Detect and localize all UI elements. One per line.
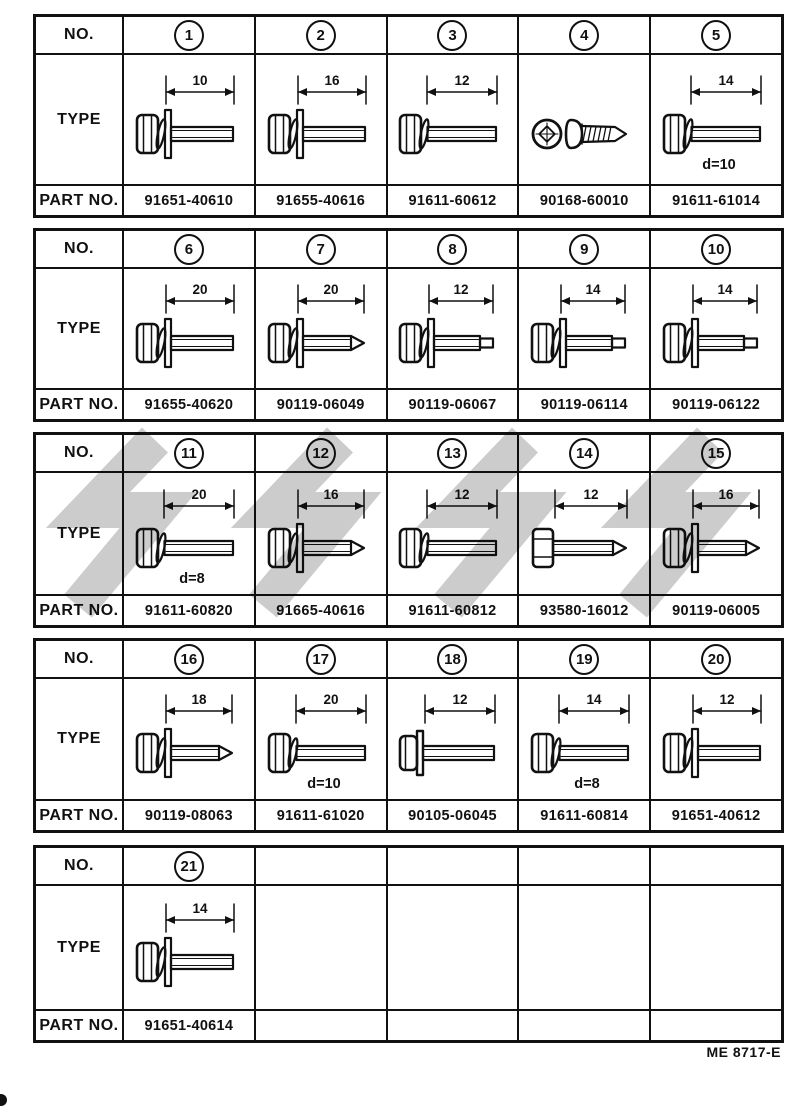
circled-number: 5 (701, 20, 731, 51)
part-type-cell (387, 678, 519, 800)
part-no-label: PART NO. (35, 1010, 123, 1041)
hex-bolt-spring-washer-large-washer-icon (137, 110, 233, 158)
hex-bolt-spring-washer-drawing (393, 482, 511, 586)
dimension-arrow (429, 282, 493, 313)
part-no-cell: 93580-16012 (518, 595, 650, 626)
document-code: ME 8717-E (706, 1044, 781, 1060)
hex-bolt-washer-step-icon (664, 319, 757, 367)
part-type-cell (518, 678, 650, 800)
part-type-cell (387, 472, 519, 595)
hex-bolt-spring-washer-large-washer-drawing (130, 277, 248, 381)
part-number-cell (387, 434, 519, 472)
part-type-cell (518, 885, 650, 1010)
part-number-cell (518, 230, 650, 268)
diameter-note: d=8 (574, 776, 600, 791)
circled-number: 11 (174, 438, 204, 469)
part-no-label: PART NO. (35, 185, 123, 216)
diameter-note: d=10 (702, 156, 736, 172)
part-no-label: PART NO. (35, 800, 123, 831)
dimension-arrow (559, 692, 629, 723)
part-no-cell: 90119-06114 (518, 389, 650, 420)
svg-text:12: 12 (452, 692, 468, 707)
part-number-cell (387, 16, 519, 54)
part-type-cell (650, 268, 782, 389)
hex-bolt-washer-point-drawing (262, 277, 380, 381)
dimension-arrow (555, 487, 627, 518)
part-number-cell (518, 434, 650, 472)
hex-bolt-washer-step-drawing (657, 277, 775, 381)
circled-number: 2 (306, 20, 336, 51)
hex-bolt-spring-washer-drawing (657, 68, 775, 172)
part-no-cell (387, 1010, 519, 1041)
hex-bolt-washer-point-drawing (657, 482, 775, 586)
hex-bolt-washer-point-icon (269, 524, 364, 572)
hex-bolt-spring-washer-icon (400, 529, 496, 567)
part-type-cell (518, 268, 650, 389)
part-no-cell: 90119-08063 (123, 800, 255, 831)
hex-bolt-spring-washer-drawing (262, 687, 380, 791)
parts-table (33, 845, 784, 1043)
dimension-arrow (427, 487, 497, 518)
part-no-cell: 91611-61020 (255, 800, 387, 831)
part-type-cell (650, 885, 782, 1010)
circled-number: 13 (437, 438, 467, 469)
part-type-cell (255, 678, 387, 800)
diameter-note: d=10 (306, 776, 341, 791)
part-no-label: PART NO. (35, 389, 123, 420)
part-no-cell: 91651-40614 (123, 1010, 255, 1041)
hex-bolt-spring-washer-large-washer-drawing (657, 687, 775, 791)
dimension-arrow (166, 692, 232, 723)
dimension-arrow (164, 487, 234, 518)
no-label: NO. (35, 16, 123, 54)
hex-flange-bolt-icon (400, 731, 494, 775)
part-type-cell (123, 268, 255, 389)
part-number-cell (123, 16, 255, 54)
svg-text:12: 12 (583, 486, 599, 502)
hex-bolt-spring-washer-drawing (525, 687, 643, 791)
part-number-cell (650, 434, 782, 472)
svg-text:12: 12 (453, 281, 469, 297)
part-number-cell (518, 16, 650, 54)
svg-text:18: 18 (191, 692, 207, 707)
hex-bolt-spring-washer-icon (269, 734, 365, 772)
type-label: TYPE (35, 472, 123, 595)
part-number-cell (650, 640, 782, 678)
hex-bolt-washer-point-drawing (262, 482, 380, 586)
circled-number: 9 (569, 234, 599, 265)
hex-bolt-spring-washer-icon (664, 115, 760, 153)
dimension-arrow (166, 73, 234, 104)
circled-number: 18 (437, 644, 467, 675)
circled-number: 15 (701, 438, 731, 469)
hex-bolt-point-icon (533, 529, 626, 567)
circled-number: 6 (174, 234, 204, 265)
part-no-cell (255, 1010, 387, 1041)
no-label: NO. (35, 640, 123, 678)
hex-flange-bolt-drawing (393, 687, 511, 791)
part-no-cell: 90119-06067 (387, 389, 519, 420)
hex-bolt-washer-point-drawing (130, 687, 248, 791)
svg-text:14: 14 (718, 72, 734, 88)
svg-text:12: 12 (454, 72, 470, 88)
hex-bolt-spring-washer-large-washer-icon (269, 110, 365, 158)
dimension-arrow (693, 692, 761, 723)
hex-bolt-spring-washer-large-washer-drawing (130, 896, 248, 1000)
phillips-pan-head-screw-icon (533, 120, 626, 148)
part-no-cell: 91651-40610 (123, 185, 255, 216)
part-no-cell: 91611-60612 (387, 185, 519, 216)
svg-text:20: 20 (323, 281, 339, 297)
hex-bolt-spring-washer-icon (400, 115, 496, 153)
no-label: NO. (35, 434, 123, 472)
part-type-cell (518, 472, 650, 595)
part-no-cell: 90119-06005 (650, 595, 782, 626)
phillips-pan-head-screw-drawing (525, 68, 643, 172)
type-label: TYPE (35, 678, 123, 800)
part-no-cell: 91611-60812 (387, 595, 519, 626)
part-type-cell (255, 885, 387, 1010)
circled-number: 16 (174, 644, 204, 675)
part-no-cell: 91651-40612 (650, 800, 782, 831)
hex-bolt-spring-washer-large-washer-icon (664, 729, 760, 777)
svg-text:10: 10 (192, 72, 208, 88)
hex-bolt-washer-point-icon (137, 729, 232, 777)
circled-number: 21 (174, 851, 204, 882)
circled-number: 1 (174, 20, 204, 51)
type-label: TYPE (35, 885, 123, 1010)
dimension-arrow (561, 282, 625, 313)
part-type-cell (650, 678, 782, 800)
hex-bolt-spring-washer-large-washer-drawing (262, 68, 380, 172)
part-type-cell (255, 268, 387, 389)
circled-number: 3 (437, 20, 467, 51)
part-type-cell (387, 268, 519, 389)
hex-bolt-spring-washer-icon (137, 529, 233, 567)
svg-text:14: 14 (585, 281, 601, 297)
part-type-cell (650, 54, 782, 185)
part-number-cell (650, 16, 782, 54)
part-number-cell (650, 847, 782, 885)
dimension-arrow (298, 282, 364, 313)
svg-text:20: 20 (191, 486, 207, 502)
svg-text:14: 14 (586, 692, 602, 707)
part-number-cell (255, 847, 387, 885)
part-number-cell (255, 16, 387, 54)
circled-number: 12 (306, 438, 336, 469)
part-no-cell: 90119-06122 (650, 389, 782, 420)
part-type-cell (255, 472, 387, 595)
dimension-arrow (427, 73, 497, 104)
part-number-cell (387, 847, 519, 885)
hex-bolt-washer-step-icon (400, 319, 493, 367)
hex-bolt-spring-washer-drawing (130, 482, 248, 586)
part-number-cell (650, 230, 782, 268)
svg-text:20: 20 (192, 281, 208, 297)
svg-text:12: 12 (454, 486, 470, 502)
part-no-cell (518, 1010, 650, 1041)
circled-number: 19 (569, 644, 599, 675)
svg-text:12: 12 (719, 692, 735, 707)
svg-text:16: 16 (324, 72, 340, 88)
part-number-cell (387, 640, 519, 678)
part-type-cell (123, 472, 255, 595)
hex-bolt-spring-washer-large-washer-icon (137, 938, 233, 986)
part-number-cell (123, 434, 255, 472)
parts-table (33, 228, 784, 422)
hex-bolt-spring-washer-icon (532, 734, 628, 772)
hex-bolt-spring-washer-large-washer-icon (137, 319, 233, 367)
dimension-arrow (691, 73, 761, 104)
part-type-cell (123, 678, 255, 800)
type-label: TYPE (35, 268, 123, 389)
dimension-arrow (166, 901, 234, 932)
scan-artifact-dot (0, 1094, 7, 1106)
part-number-cell (387, 230, 519, 268)
circled-number: 8 (437, 234, 467, 265)
part-number-cell (255, 640, 387, 678)
circled-number: 7 (306, 234, 336, 265)
part-no-cell: 90119-06049 (255, 389, 387, 420)
svg-text:16: 16 (323, 486, 339, 502)
part-type-cell (387, 885, 519, 1010)
part-number-cell (123, 847, 255, 885)
part-type-cell (387, 54, 519, 185)
part-no-cell (650, 1010, 782, 1041)
part-number-cell (123, 640, 255, 678)
part-number-cell (255, 434, 387, 472)
part-type-cell (518, 54, 650, 185)
part-number-cell (518, 847, 650, 885)
circled-number: 20 (701, 644, 731, 675)
dimension-arrow (166, 282, 234, 313)
part-number-cell (123, 230, 255, 268)
type-label: TYPE (35, 54, 123, 185)
part-no-cell: 91665-40616 (255, 595, 387, 626)
part-type-cell (123, 54, 255, 185)
circled-number: 4 (569, 20, 599, 51)
parts-table (33, 638, 784, 833)
dimension-arrow (298, 73, 366, 104)
circled-number: 14 (569, 438, 599, 469)
hex-bolt-washer-point-icon (664, 524, 759, 572)
dimension-arrow (425, 692, 495, 723)
parts-table (33, 432, 784, 628)
hex-bolt-washer-step-icon (532, 319, 625, 367)
part-type-cell (123, 885, 255, 1010)
part-type-cell (255, 54, 387, 185)
svg-text:16: 16 (718, 486, 734, 502)
part-type-cell (650, 472, 782, 595)
part-no-cell: 91611-60814 (518, 800, 650, 831)
hex-bolt-spring-washer-drawing (393, 68, 511, 172)
part-number-cell (518, 640, 650, 678)
no-label: NO. (35, 230, 123, 268)
part-no-cell: 91611-61014 (650, 185, 782, 216)
dimension-arrow (693, 282, 757, 313)
svg-text:20: 20 (323, 692, 339, 707)
dimension-arrow (296, 692, 366, 723)
dimension-arrow (298, 487, 364, 518)
part-no-cell: 91655-40616 (255, 185, 387, 216)
part-no-cell: 91655-40620 (123, 389, 255, 420)
parts-table (33, 14, 784, 218)
hex-bolt-point-drawing (525, 482, 643, 586)
svg-text:14: 14 (192, 900, 208, 916)
circled-number: 17 (306, 644, 336, 675)
hex-bolt-washer-step-drawing (393, 277, 511, 381)
hex-bolt-washer-point-icon (269, 319, 364, 367)
part-number-cell (255, 230, 387, 268)
part-no-label: PART NO. (35, 595, 123, 626)
diameter-note: d=8 (179, 570, 205, 586)
no-label: NO. (35, 847, 123, 885)
hex-bolt-spring-washer-large-washer-drawing (130, 68, 248, 172)
part-no-cell: 90168-60010 (518, 185, 650, 216)
part-no-cell: 91611-60820 (123, 595, 255, 626)
dimension-arrow (693, 487, 759, 518)
hex-bolt-washer-step-drawing (525, 277, 643, 381)
part-no-cell: 90105-06045 (387, 800, 519, 831)
svg-text:14: 14 (717, 281, 733, 297)
circled-number: 10 (701, 234, 731, 265)
